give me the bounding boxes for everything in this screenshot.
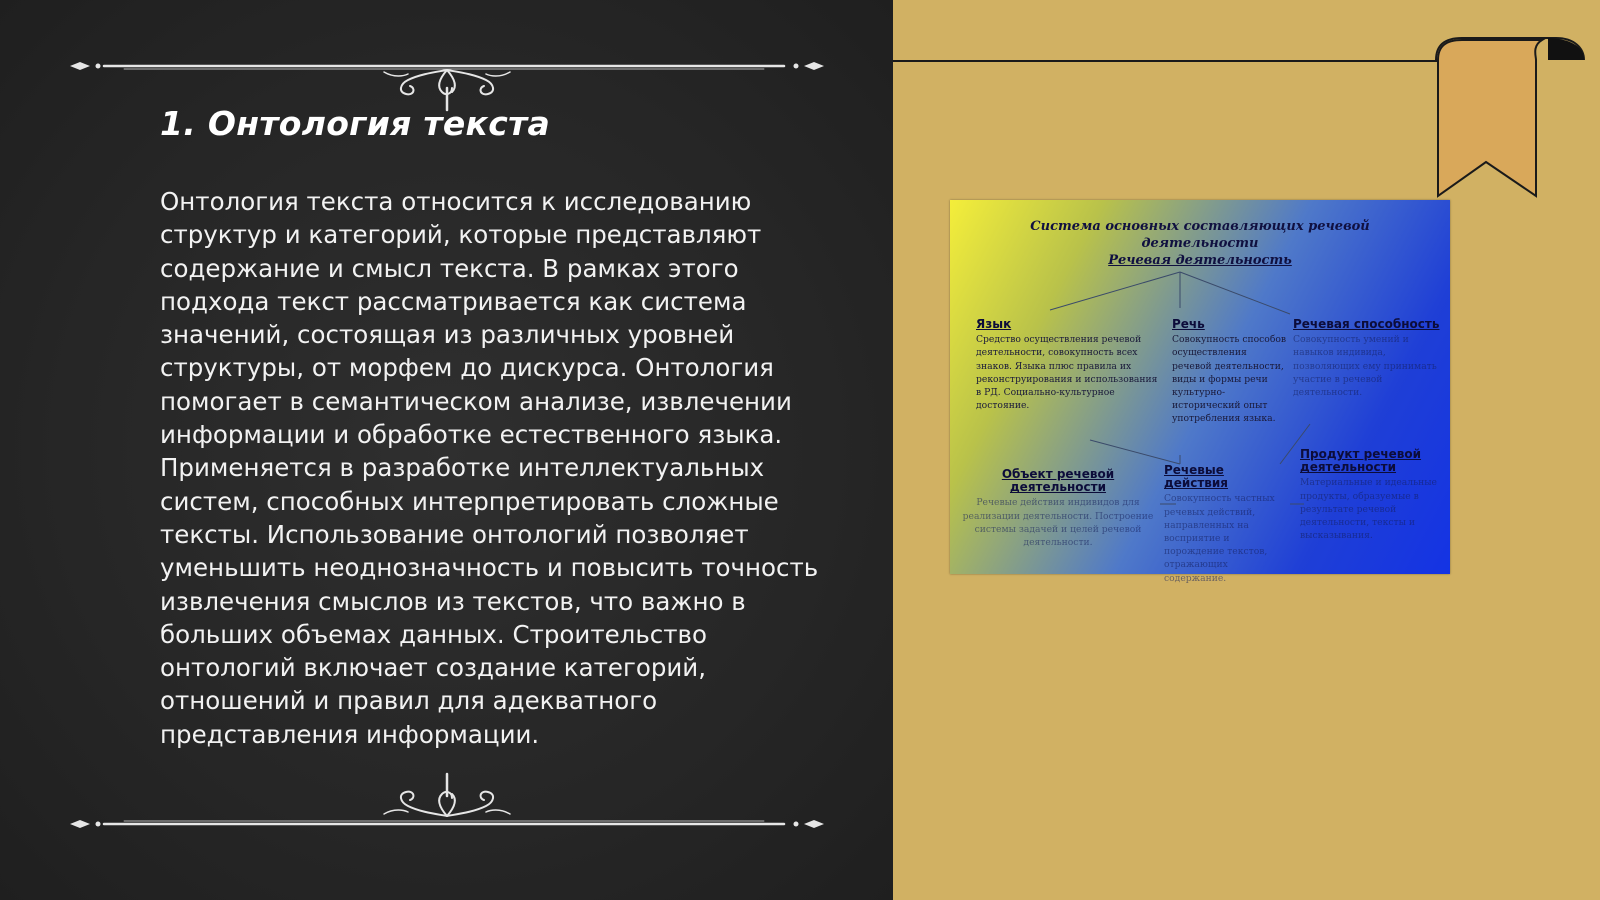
node-object-title: Объект речевой деятельности <box>1001 467 1115 495</box>
diagram-node-language <box>976 318 1161 412</box>
diagram-node-object <box>958 468 1158 549</box>
diagram-heading-root: Речевая деятельность <box>1108 253 1292 268</box>
diagram-node-product <box>1300 448 1446 542</box>
node-language-title: Язык <box>976 317 1012 331</box>
node-speech-text: Совокупность способов осуществления речевой деятельности, виды и формы речи культурно-исторический опыт употребления языка. <box>1172 334 1287 425</box>
node-ability-text: Совокупность умений и навыков индивида, позволяющих ему принимать участие в речевой деятельности. <box>1293 334 1437 399</box>
top-ornament-divider <box>64 38 830 98</box>
node-ability-title: Речевая способность <box>1293 317 1440 331</box>
horizontal-rule <box>893 60 1451 62</box>
diagram-heading <box>990 218 1410 269</box>
node-product-title: Продукт речевой деятельности <box>1300 447 1422 475</box>
bottom-ornament-divider <box>64 770 830 830</box>
diagram-node-actions <box>1164 464 1284 585</box>
node-object-text: Речевые действия индивидов для реализации деятельности. Построение системы задачей и целей речевой деятельности. <box>962 497 1154 549</box>
node-actions-title: Речевые действия <box>1164 463 1229 491</box>
slide-body-text: Онтология текста относится к исследованию структур и категорий, которые представляют содержание и смысл текста. В рамках этого подхода текст рассматривается как система значений, состоящая из различных уровней структуры, от морфем до дискурса. Онтология помогает в семантическом анализе, извлечении информации и обработке естественного языка. Применяется в разработке интеллектуальных систем, способных интерпретировать сложные тексты. Использование онтологий позволяет уменьшить неоднозначность и повысить точность извлечения смыслов из текстов, что важно в больших объемах данных. Строительство онтологий включает создание категорий, отношений и правил для адекватного представления информации. <box>160 187 819 749</box>
slide-title: 1. Онтология текста <box>160 104 551 143</box>
node-language-text: Средство осуществления речевой деятельности, совокупность всех знаков. Языка плюс правила их реконструирования и использования в РД. Социально-культурное достояние. <box>976 334 1158 412</box>
node-product-text: Материальные и идеальные продукты, образуемые в результате речевой деятельности, тексты и высказывания. <box>1300 477 1437 542</box>
bookmark-ribbon-icon <box>1436 36 1586 202</box>
speech-activity-diagram <box>950 200 1450 584</box>
node-speech-title: Речь <box>1172 317 1205 331</box>
diagram-node-ability <box>1293 318 1445 399</box>
node-actions-text: Совокупность частных речевых действий, направленных на восприятие и порождение текстов, отражающих содержание. <box>1164 493 1275 584</box>
diagram-node-speech <box>1172 318 1287 426</box>
diagram-heading-main: Система основных составляющих речевой деятельности <box>1030 219 1370 251</box>
